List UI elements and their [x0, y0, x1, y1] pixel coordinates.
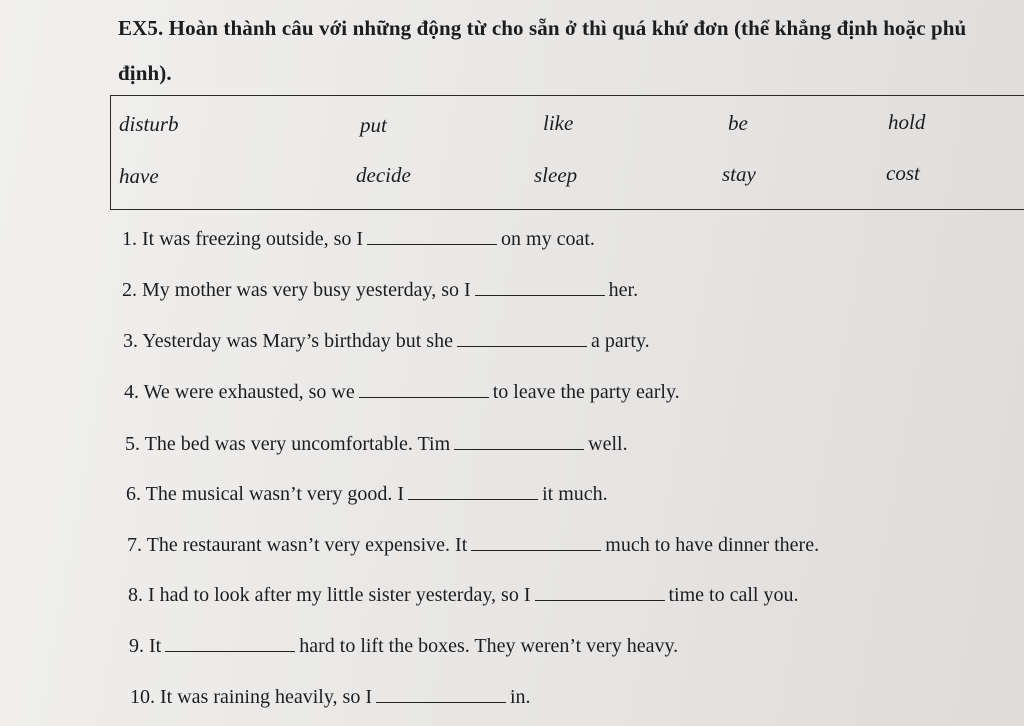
word-bank-item: decide: [356, 163, 411, 187]
question-text: her.: [608, 279, 639, 301]
answer-blank[interactable]: [535, 584, 665, 601]
word-bank-item: have: [119, 164, 159, 188]
question-text: 5. The bed was very uncomfortable. Tim: [125, 433, 451, 455]
question-text: much to have dinner there.: [605, 534, 820, 556]
question-text: 4. We were exhausted, so we: [124, 381, 355, 403]
question-text: on my coat.: [501, 228, 595, 250]
question-item: [123, 329, 650, 353]
exercise-title: EX5. Hoàn thành câu với những động từ cho sẵn ở thì quá khứ đơn (thể khẳng định hoặc phủ định).: [118, 16, 967, 85]
question-item: [127, 533, 819, 557]
question-text: 10. It was raining heavily, so I: [130, 686, 372, 708]
answer-blank[interactable]: [454, 433, 584, 450]
question-text: it much.: [542, 483, 608, 505]
word-bank-item: stay: [722, 162, 756, 186]
question-text: 3. Yesterday was Mary’s birthday but she: [123, 330, 453, 352]
question-text: 7. The restaurant wasn’t very expensive. It: [127, 534, 468, 556]
question-item: [122, 227, 595, 251]
question-item: [129, 634, 678, 658]
question-item: [126, 482, 608, 506]
question-text: time to call you.: [668, 584, 799, 606]
word-bank-item: disturb: [119, 112, 179, 136]
answer-blank[interactable]: [457, 330, 587, 347]
question-text: well.: [588, 433, 628, 455]
word-bank-item: sleep: [534, 163, 578, 187]
answer-blank[interactable]: [165, 635, 295, 652]
question-text: 2. My mother was very busy yesterday, so I: [122, 279, 471, 301]
question-text: hard to lift the boxes. They weren’t very heavy.: [299, 635, 679, 657]
answer-blank[interactable]: [367, 228, 497, 245]
question-item: [128, 583, 798, 607]
word-bank-item: like: [543, 111, 574, 135]
question-text: to leave the party early.: [492, 381, 680, 403]
answer-blank[interactable]: [471, 534, 601, 551]
question-text: 6. The musical wasn’t very good. I: [126, 483, 405, 505]
word-bank-item: hold: [888, 110, 926, 134]
question-text: 1. It was freezing outside, so I: [122, 228, 364, 250]
question-item: [125, 432, 628, 456]
question-text: 9. It: [129, 635, 162, 657]
question-item: [122, 278, 638, 302]
answer-blank[interactable]: [408, 483, 538, 500]
question-text: 8. I had to look after my little sister yesterday, so I: [128, 584, 531, 606]
answer-blank[interactable]: [359, 381, 489, 398]
answer-blank[interactable]: [376, 686, 506, 703]
question-item: [130, 685, 531, 709]
answer-blank[interactable]: [475, 279, 605, 296]
question-text: a party.: [590, 330, 650, 352]
word-bank-item: put: [360, 113, 387, 137]
question-text: in.: [509, 686, 531, 708]
question-item: [124, 380, 680, 404]
word-bank-item: be: [728, 111, 748, 135]
word-bank-item: cost: [886, 161, 920, 185]
